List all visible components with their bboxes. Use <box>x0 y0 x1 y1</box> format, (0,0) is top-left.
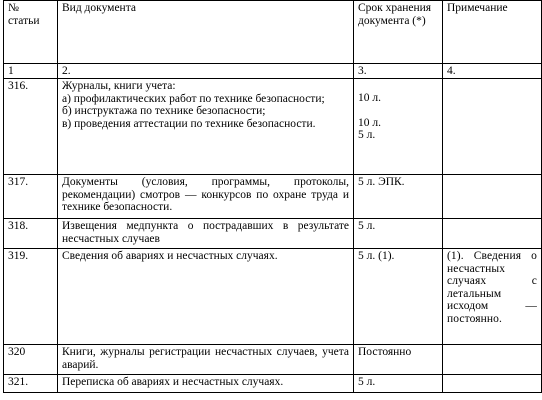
document-type: Извещения медпункта о пострадавших в результате несчастных случаев <box>58 219 354 249</box>
table-row <box>4 219 542 249</box>
header-note: Примечание <box>443 1 542 64</box>
table-row <box>4 175 542 219</box>
article-number: 320 <box>4 345 58 375</box>
retention-schedule-table <box>3 0 542 393</box>
retention-period: 5 л. <box>354 375 443 393</box>
article-number: 321. <box>4 375 58 393</box>
note <box>443 219 542 249</box>
article-number: 319. <box>4 249 58 345</box>
document-type <box>58 79 354 175</box>
table-row <box>4 79 542 175</box>
article-number: 318. <box>4 219 58 249</box>
table-header-row <box>4 1 542 64</box>
retention-term: 10 л. <box>358 92 381 104</box>
article-number: 316. <box>4 79 58 175</box>
document-type: Сведения об авариях и несчастных случаях. <box>58 249 354 345</box>
numbering-col2: 2. <box>58 64 354 79</box>
header-retention-period: Срок хранения документа (*) <box>354 1 443 64</box>
table-row <box>4 345 542 375</box>
document-line: в) проведения аттестации по технике безопасности. <box>62 117 316 130</box>
retention-term: 5 л. <box>358 129 376 141</box>
retention-term: 10 л. <box>358 116 381 129</box>
table-row <box>4 375 542 393</box>
note <box>443 79 542 175</box>
document-type: Переписка об авариях и несчастных случаях. <box>58 375 354 393</box>
numbering-col3: 3. <box>354 64 443 79</box>
document-type: Документы (условия, программы, протоколы, рекомендации) смотров — конкурсов по охране труда и технике безопасности. <box>58 175 354 219</box>
note: (1). Сведения о несчастных случаях с летальным исходом — постоянно. <box>443 249 542 345</box>
document-line: Журналы, книги учета: <box>62 80 176 92</box>
header-document-type: Вид документа <box>58 1 354 64</box>
column-numbering-row <box>4 64 542 79</box>
note <box>443 345 542 375</box>
retention-period: 5 л. (1). <box>354 249 443 345</box>
header-article-number: № статьи <box>4 1 58 64</box>
retention-period <box>354 79 443 175</box>
article-number: 317. <box>4 175 58 219</box>
numbering-col1: 1 <box>4 64 58 79</box>
document-line: а) профилактических работ по технике безопасности; <box>62 92 325 105</box>
document-line: б) инструктажа по технике безопасности; <box>62 105 266 117</box>
table-row <box>4 249 542 345</box>
retention-period: 5 л. ЭПК. <box>354 175 443 219</box>
retention-period: 5 л. <box>354 219 443 249</box>
retention-period: Постоянно <box>354 345 443 375</box>
note <box>443 375 542 393</box>
document-type: Книги, журналы регистрации несчастных случаев, учета аварий. <box>58 345 354 375</box>
numbering-col4: 4. <box>443 64 542 79</box>
note <box>443 175 542 219</box>
